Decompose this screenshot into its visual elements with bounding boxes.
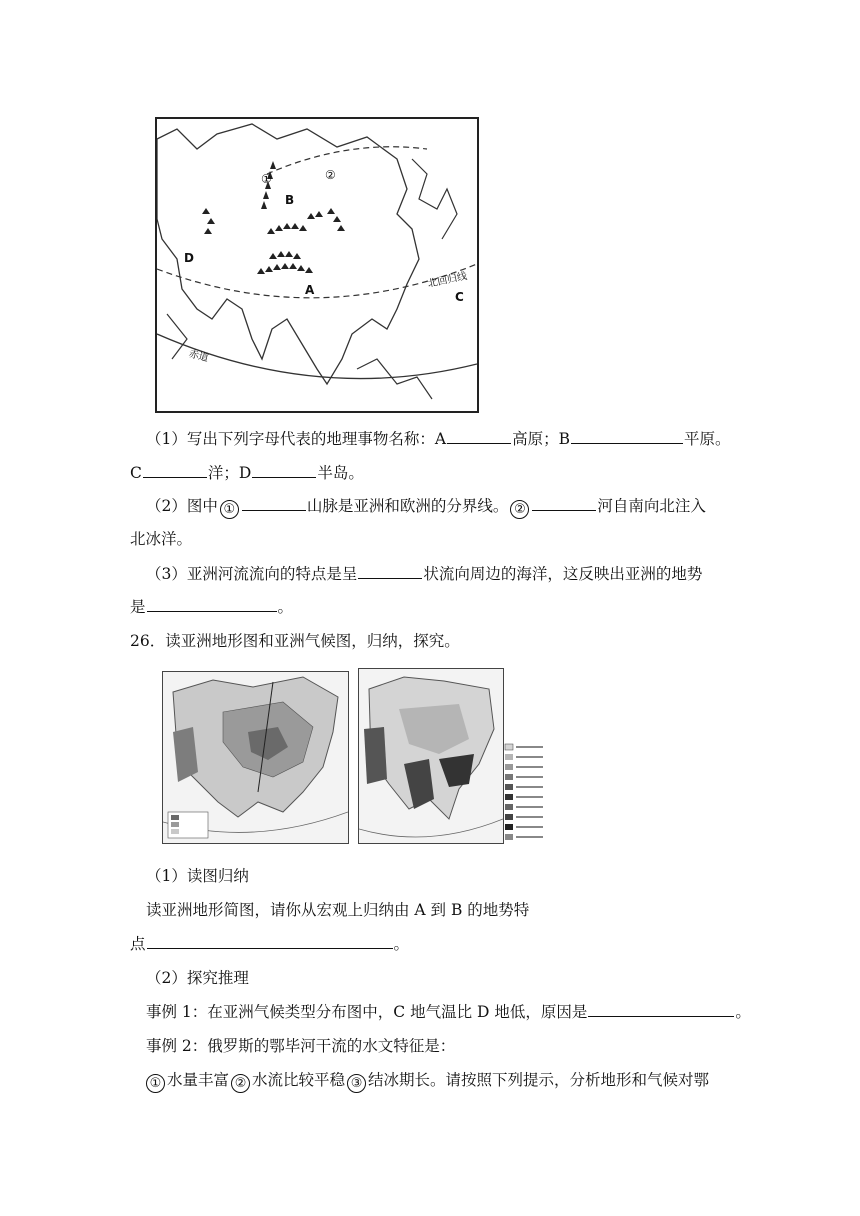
q26-section1-text-cont: 点 。 — [130, 935, 410, 953]
q26-case2-features: ① 水量丰富 ② 水流比较平稳 ③ 结冰期长。请按照下列提示，分析地形和气候对鄂 — [146, 1069, 709, 1093]
blank-reason[interactable] — [588, 1001, 734, 1017]
q25-part3: （3）亚洲河流流向的特点是呈 状流向周边的海洋，这反映出亚洲的地势 — [146, 565, 703, 583]
blank-c[interactable] — [143, 462, 207, 478]
q25-part2: （2）图中 ① 山脉是亚洲和欧洲的分界线。 ② 河自南向北注入 — [146, 497, 706, 517]
climate-legend — [503, 742, 549, 844]
blank-mountain[interactable] — [242, 495, 306, 511]
q26-case2: 事例 2：俄罗斯的鄂毕河干流的水文特征是： — [146, 1037, 456, 1055]
map-label-1: ① — [261, 172, 272, 186]
q26-case1: 事例 1：在亚洲气候类型分布图中，C 地气温比 D 地低，原因是 。 — [146, 1003, 751, 1021]
q26-section2: （2）探究推理 — [146, 969, 249, 987]
q26-section1: （1）读图归纳 — [146, 867, 249, 885]
map-label-c: C — [455, 290, 464, 304]
q25-part1-cont: C 洋；D 半岛。 — [130, 464, 364, 482]
map-label-d: D — [184, 251, 194, 265]
asia-map-1-svg — [157, 119, 477, 411]
q25-part2-cont: 北冰洋。 — [130, 530, 193, 548]
asia-terrain-map — [162, 671, 349, 844]
asia-climate-map — [358, 668, 504, 844]
map-label-b: B — [285, 193, 295, 207]
blank-terrain[interactable] — [147, 596, 277, 612]
map-label-equator: 赤道 — [187, 348, 210, 365]
blank-terrain-feature[interactable] — [147, 933, 393, 949]
blank-shape[interactable] — [358, 563, 422, 579]
q25-part3-cont: 是 。 — [130, 598, 294, 616]
q26-title: 26．读亚洲地形图和亚洲气候图，归纳，探究。 — [130, 632, 460, 650]
asia-map-1 — [155, 117, 479, 413]
q25-part1: （1）写出下列字母代表的地理事物名称：A 高原；B 平原。 — [146, 430, 731, 448]
blank-river[interactable] — [532, 495, 596, 511]
map-label-tropic: 北回归线 — [426, 270, 469, 290]
blank-a[interactable] — [447, 428, 511, 444]
map-label-a: A — [305, 283, 315, 297]
q26-section1-text: 读亚洲地形简图，请你从宏观上归纳由 A 到 B 的地势特 — [146, 901, 530, 919]
blank-d[interactable] — [252, 462, 316, 478]
map-label-2: ② — [325, 168, 336, 182]
blank-b[interactable] — [571, 428, 683, 444]
